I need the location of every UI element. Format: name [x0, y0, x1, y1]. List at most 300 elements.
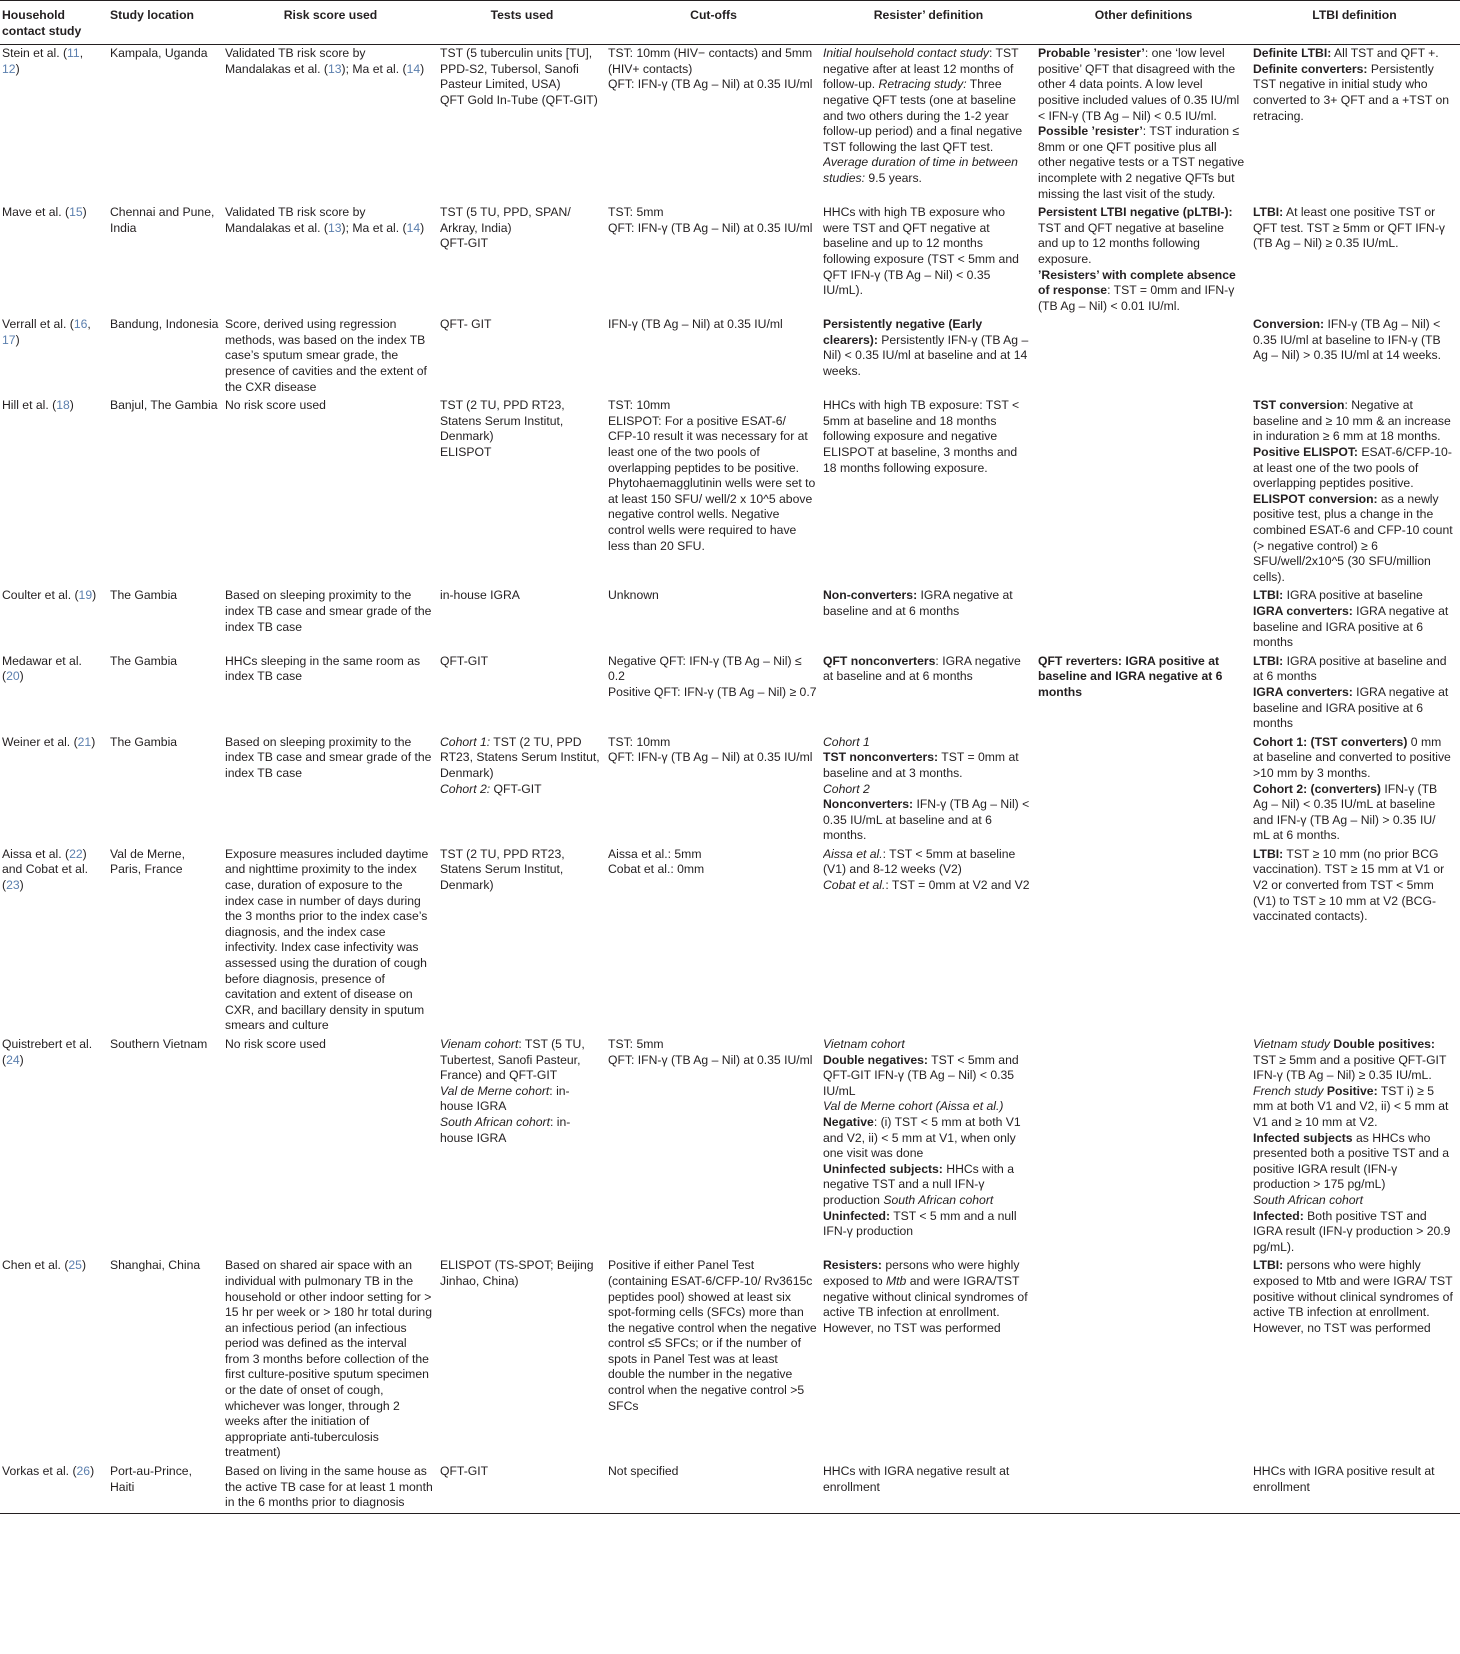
- cell-text: Port-au-Prince, Haiti: [110, 1464, 192, 1494]
- bold-term: IGRA converters:: [1253, 603, 1353, 618]
- cell-text: Shanghai, China: [110, 1258, 201, 1273]
- cell-text: TST ≥ 10 mm (no prior BCG vaccination). TST ≥ 15 mm at V1 or V2 or converted from TST < 5mm (V1) to TST ≥ 10 mm at V2 (BCG-vaccinated contacts).: [1253, 846, 1445, 924]
- cell-text: TST < 5mm and QFT-GIT IFN-γ (TB Ag – Nil) < 0.35 IU/mL: [823, 1052, 1019, 1098]
- cell-text: ELISPOT: [440, 445, 492, 460]
- cell-text: ): [92, 588, 97, 603]
- bold-term: Non-converters:: [823, 588, 918, 603]
- cell-resister-definition: [823, 316, 1038, 397]
- cell-study: [0, 587, 110, 652]
- cell-other-definitions: [1038, 653, 1253, 734]
- cell-text: in-house IGRA: [440, 588, 520, 603]
- cell-text: : IGRA negative at baseline and at 6 months: [823, 653, 1021, 684]
- cell-text: IFN-γ (TB Ag – Nil) < 0.35 IU/ml at baseline to IFN-γ (TB Ag – Nil) > 0.35 IU/ml at 14 weeks.: [1253, 317, 1441, 363]
- cell-ltbi-definition: [1253, 204, 1460, 316]
- table-row: [0, 1036, 1460, 1257]
- bold-term: Cohort 1: (TST converters): [1253, 734, 1408, 749]
- cell-text: TST: 10mm (HIV− contacts) and 5mm (HIV+ contacts): [608, 46, 813, 76]
- italic-term: South African cohort: [883, 1192, 994, 1207]
- cell-risk-score: [225, 1257, 440, 1463]
- cell-text: Val de Merne, Paris, France: [110, 846, 185, 877]
- cell-text: ): [69, 398, 74, 413]
- cell-text: 9.5 years.: [865, 170, 922, 185]
- italic-term: Aissa et al.: [823, 846, 883, 861]
- cell-resister-definition: [823, 587, 1038, 652]
- cell-ltbi-definition: [1253, 1257, 1460, 1463]
- bold-term: QFT nonconverters: [823, 653, 936, 668]
- cell-text: QFT-GIT: [490, 781, 542, 796]
- cell-resister-definition: [823, 653, 1038, 734]
- italic-term: Cohort 2:: [440, 781, 491, 796]
- cell-other-definitions: [1038, 397, 1253, 587]
- cell-resister-definition: [823, 204, 1038, 316]
- bold-term: LTBI:: [1253, 588, 1284, 603]
- bold-term: Persistent LTBI negative (pLTBI-):: [1038, 205, 1233, 220]
- cell-risk-score: [225, 316, 440, 397]
- cell-text: No risk score used: [225, 398, 326, 413]
- cell-resister-definition: [823, 1463, 1038, 1513]
- cell-text: The Gambia: [110, 653, 178, 668]
- cell-text: QFT- GIT: [440, 317, 492, 332]
- cell-text: : TST = 0mm and IFN-γ (TB Ag – Nil) < 0.01 IU/ml.: [1038, 283, 1235, 313]
- cell-ltbi-definition: [1253, 846, 1460, 1036]
- cell-ltbi-definition: [1253, 734, 1460, 846]
- table-row: [0, 587, 1460, 652]
- cell-text: Based on shared air space with an individual with pulmonary TB in the household or other indoor setting for > 15 hr per week or > 180 hr total during an infectious period (an infectious period was defined as the interval from 3 months before collection of the first culture-positive sputum specimen or the date of onset of cough, whichever was longer, through 2 weeks after the initiation of appropriate anti-tuberculosis treatment): [225, 1258, 432, 1460]
- citation-ref: 22: [69, 846, 83, 861]
- italic-term: Vietnam study: [1253, 1037, 1331, 1051]
- bold-term: Infected subjects: [1253, 1130, 1353, 1145]
- cell-text: Not specified: [608, 1464, 679, 1479]
- cell-text: ): [19, 878, 24, 893]
- header-other-definitions: Other definitions: [1038, 1, 1253, 45]
- cell-text: ); Ma et al. (: [341, 220, 407, 235]
- italic-term: Val de Merne cohort (Aissa et al.): [823, 1099, 1004, 1114]
- cell-text: ): [19, 1052, 24, 1067]
- cell-study: [0, 734, 110, 846]
- cell-text: Hill et al. (: [2, 398, 57, 413]
- bold-term: IGRA converters:: [1253, 684, 1353, 699]
- citation-ref: 16: [73, 317, 88, 332]
- bold-term: Possible ’resister’: [1038, 124, 1143, 139]
- cell-text: Weiner et al. (: [2, 734, 78, 749]
- cell-text: QFT-GIT: [440, 236, 489, 251]
- table-row: [0, 316, 1460, 397]
- table-row: [0, 1257, 1460, 1463]
- bold-term: Uninfected:: [823, 1208, 891, 1223]
- cell-study: [0, 846, 110, 1036]
- cell-text: Validated TB risk score by Mandalakas et al. (: [225, 46, 366, 76]
- cell-text: The Gambia: [110, 588, 178, 603]
- cell-text: HHCs with high TB exposure: TST < 5mm at baseline and 18 months following exposure and negative ELISPOT at baseline, 3 months and 18 months following exposure.: [823, 398, 1020, 475]
- cell-text: Chennai and Pune, India: [110, 205, 215, 235]
- italic-term: Average duration of time in between studies:: [823, 155, 1018, 185]
- cell-text: The Gambia: [110, 734, 178, 749]
- cell-risk-score: [225, 1463, 440, 1513]
- cell-text: Medawar et al. (: [2, 653, 82, 684]
- citation-ref: 25: [68, 1258, 82, 1273]
- cell-text: as HHCs who presented both a positive TST and a positive IGRA result (IFN-γ production > 175 pg/mL): [1253, 1130, 1450, 1192]
- cell-text: TST: 10mm: [608, 734, 671, 749]
- cell-text: TST (2 TU, PPD RT23, Statens Serum Institut, Denmark): [440, 398, 565, 444]
- cell-text: TST < 5 mm and a null IFN-γ production: [823, 1208, 1017, 1239]
- table-row: [0, 204, 1460, 316]
- cell-study: [0, 653, 110, 734]
- citation-ref: 14: [406, 61, 421, 76]
- cell-study-location: [110, 397, 225, 587]
- table-row: [0, 397, 1460, 587]
- cell-study: [0, 45, 110, 204]
- bold-term: Double positives:: [1333, 1037, 1435, 1051]
- cell-text: Southern Vietnam: [110, 1037, 208, 1051]
- header-ltbi-definition: LTBI definition: [1253, 1, 1460, 45]
- table-row: [0, 1463, 1460, 1513]
- bold-term: TST nonconverters:: [823, 750, 939, 765]
- cell-study-location: [110, 1463, 225, 1513]
- cell-text: IGRA positive at baseline: [1283, 588, 1423, 603]
- cell-risk-score: [225, 846, 440, 1036]
- cell-text: ): [82, 205, 87, 220]
- italic-term: Cohort 1:: [440, 734, 491, 749]
- cell-text: Based on sleeping proximity to the index TB case and smear grade of the index TB case: [225, 734, 432, 780]
- cell-other-definitions: [1038, 204, 1253, 316]
- cell-study-location: [110, 587, 225, 652]
- cell-tests-used: [440, 1036, 608, 1257]
- cell-text: TST and QFT negative at baseline and up to 12 months following exposure.: [1038, 220, 1224, 266]
- cell-text: : one ‘low level positive’ QFT that disagreed with the other 4 data points. A low level positive included values of 0.35 IU/ml < IFN-γ (TB Ag – Nil) < 0.5 IU/ml.: [1038, 46, 1240, 123]
- cell-text: : TST (5 TU, Tubertest, Sanofi Pasteur, France) and QFT-GIT: [440, 1037, 585, 1083]
- cell-study: [0, 316, 110, 397]
- cell-risk-score: [225, 653, 440, 734]
- table-body: [0, 45, 1460, 1514]
- cell-study: [0, 1257, 110, 1463]
- cell-other-definitions: [1038, 1257, 1253, 1463]
- cell-other-definitions: [1038, 316, 1253, 397]
- cell-text: and were IGRA/TST negative without clinical syndromes of active TB infection at enrollment. However, no TST was performed: [823, 1273, 1028, 1335]
- cell-ltbi-definition: [1253, 45, 1460, 204]
- cell-text: Based on sleeping proximity to the index TB case and smear grade of the index TB case: [225, 588, 432, 634]
- cell-text: Validated TB risk score by Mandalakas et al. (: [225, 205, 366, 235]
- cell-cut-offs: [608, 204, 823, 316]
- cell-other-definitions: [1038, 45, 1253, 204]
- cell-text: Mave et al. (: [2, 205, 70, 220]
- bold-term: Probable ’resister’: [1038, 46, 1145, 61]
- table-row: [0, 734, 1460, 846]
- cell-cut-offs: [608, 1463, 823, 1513]
- cell-text: : TST < 5mm at baseline (V1) and 8-12 weeks (V2): [823, 846, 1016, 877]
- cell-text: HHCs with high TB exposure who were TST and QFT negative at baseline and up to 12 months following exposure (TST < 5mm and QFT IFN-γ (TB Ag – Nil) < 0.35 IU/mL).: [823, 205, 1019, 298]
- cell-text: ,: [79, 46, 84, 61]
- cell-resister-definition: [823, 397, 1038, 587]
- cell-ltbi-definition: [1253, 1463, 1460, 1513]
- citation-ref: 19: [78, 588, 93, 603]
- cell-text: No risk score used: [225, 1037, 326, 1051]
- cell-text: HHCs with IGRA negative result at enrollment: [823, 1464, 1010, 1494]
- cell-text: QFT: IFN-γ (TB Ag – Nil) at 0.35 IU/ml: [608, 77, 813, 92]
- cell-text: : TST negative after at least 12 months of follow-up.: [823, 46, 1019, 92]
- cell-tests-used: [440, 397, 608, 587]
- bold-term: TST conversion: [1253, 398, 1345, 413]
- header-risk-score-used: Risk score used: [225, 1, 440, 45]
- cell-text: : TST = 0mm at V2 and V2: [885, 878, 1030, 893]
- cell-text: : Negative at baseline and ≥ 10 mm & an increase in induration ≥ 6 mm at 18 months.: [1253, 398, 1451, 444]
- cell-text: as a newly positive test, plus a change in the combined ESAT-6 and CFP-10 count (> negative control) ≥ 6 SFU/well/2x10^5 (30 SFU/million cells).: [1253, 491, 1453, 584]
- bold-term: Definite LTBI:: [1253, 46, 1332, 61]
- cell-study: [0, 397, 110, 587]
- cell-text: Bandung, Indonesia: [110, 317, 219, 332]
- italic-term: French study: [1253, 1083, 1324, 1098]
- cell-tests-used: [440, 1463, 608, 1513]
- bold-term: LTBI:: [1253, 1258, 1284, 1273]
- cell-text: Persistently TST negative in initial study who converted to 3+ QFT and a +TST on retracing.: [1253, 61, 1450, 123]
- cell-tests-used: [440, 587, 608, 652]
- bold-term: Double negatives:: [823, 1052, 928, 1067]
- table-row: [0, 653, 1460, 734]
- cell-study-location: [110, 45, 225, 204]
- italic-term: Vienam cohort: [440, 1037, 519, 1051]
- cell-text: Negative QFT: IFN-γ (TB Ag – Nil) ≤ 0.2: [608, 653, 802, 684]
- cell-text: QFT: IFN-γ (TB Ag – Nil) at 0.35 IU/ml: [608, 1052, 813, 1067]
- cell-text: HHCs sleeping in the same room as index TB case: [225, 653, 421, 684]
- cell-text: ): [81, 1258, 87, 1273]
- citation-ref: 13: [327, 61, 342, 76]
- cell-text: : in-house IGRA: [440, 1083, 570, 1114]
- cell-cut-offs: [608, 1257, 823, 1463]
- cell-text: HHCs with a negative TST and a null IFN-γ production: [823, 1161, 1014, 1207]
- cell-text: TST ≥ 5mm and a positive QFT-GIT IFN-γ (TB Ag – Nil) ≥ 0.35 IU/mL.: [1253, 1052, 1447, 1083]
- cell-text: IFN-γ (TB Ag – Nil) < 0.35 IU/mL at baseline and IFN-γ (TB Ag – Nil) > 0.35 IU/ mL at 6 months.: [1253, 781, 1438, 843]
- cell-resister-definition: [823, 1257, 1038, 1463]
- cell-resister-definition: [823, 45, 1038, 204]
- cell-resister-definition: [823, 1036, 1038, 1257]
- bold-term: Persistently negative (Early clearers):: [823, 317, 983, 347]
- cell-cut-offs: [608, 587, 823, 652]
- cell-cut-offs: [608, 653, 823, 734]
- cell-text: TST: 5mm: [608, 1037, 664, 1051]
- cell-text: ): [420, 61, 425, 76]
- bold-term: Infected:: [1253, 1208, 1304, 1223]
- cell-text: ): [91, 734, 96, 749]
- cell-text: ): [15, 61, 20, 76]
- cell-text: Quistrebert et al. (: [2, 1037, 93, 1067]
- cell-text: Cobat et al.: 0mm: [608, 862, 705, 877]
- cell-text: ESAT-6/CFP-10- at least one of the two pools of overlapping peptides positive.: [1253, 445, 1452, 491]
- cell-risk-score: [225, 397, 440, 587]
- cell-text: ); Ma et al. (: [341, 61, 407, 76]
- citation-ref: 18: [56, 398, 70, 413]
- cell-text: ): [15, 332, 20, 347]
- cell-ltbi-definition: [1253, 316, 1460, 397]
- table-row: [0, 45, 1460, 204]
- italic-term: Cohort 2: [823, 781, 870, 796]
- cell-text: : in-house IGRA: [440, 1114, 571, 1145]
- cell-study-location: [110, 846, 225, 1036]
- citation-ref: 26: [76, 1464, 91, 1479]
- bold-term: Conversion:: [1253, 317, 1325, 332]
- bold-term: Nonconverters:: [823, 797, 914, 812]
- cell-tests-used: [440, 734, 608, 846]
- cell-text: IGRA positive at baseline and at 6 months: [1253, 653, 1447, 684]
- cell-tests-used: [440, 653, 608, 734]
- italic-term: Cobat et al.: [823, 878, 886, 893]
- cell-text: Persistently IFN-γ (TB Ag – Nil) < 0.35 IU/ml at baseline and at 14 weeks.: [823, 332, 1029, 379]
- cell-study-location: [110, 1036, 225, 1257]
- bold-term: LTBI:: [1253, 205, 1284, 220]
- citation-ref: 11: [67, 46, 80, 61]
- cell-ltbi-definition: [1253, 1036, 1460, 1257]
- bold-term: Positive:: [1326, 1083, 1378, 1098]
- bold-term: ELISPOT conversion:: [1253, 491, 1378, 506]
- cell-text: IGRA negative at baseline and IGRA positive at 6 months: [1253, 603, 1449, 650]
- cell-text: Exposure measures included daytime and nighttime proximity to the index case, duration of exposure to the index case in number of days during the 3 months prior to the index case’s diagnosis, and the index case infectivity. Index case infectivity was assessed using the duration of cough before diagnosis, presence of cavitation and extent of disease on CXR, and bacillary density in sputum smears and culture: [225, 846, 429, 1033]
- cell-text: Vorkas et al. (: [2, 1464, 77, 1479]
- header-study-location: Study location: [110, 1, 225, 45]
- header-tests-used: Tests used: [440, 1, 608, 45]
- cell-other-definitions: [1038, 846, 1253, 1036]
- cell-text: Unknown: [608, 588, 659, 603]
- cell-text: ) and Cobat et al. (: [2, 846, 89, 893]
- cell-text: Based on living in the same house as the active TB case for at least 1 month in the 6 months prior to diagnosis: [225, 1464, 433, 1510]
- citation-ref: 15: [69, 205, 83, 220]
- cell-ltbi-definition: [1253, 587, 1460, 652]
- italic-term: Initial houlsehold contact study: [823, 46, 989, 61]
- cell-text: Positive if either Panel Test (containing ESAT-6/CFP-10/ Rv3615c peptides pool) showed at least six spot-forming cells (SFCs) more than the negative control when the negative control ≤5 SFCs; or if the number of spots in Panel Test was at least double the number in the negative control when the negative control >5 SFCs: [608, 1258, 817, 1413]
- cell-resister-definition: [823, 846, 1038, 1036]
- cell-other-definitions: [1038, 587, 1253, 652]
- citation-ref: 17: [2, 332, 16, 347]
- cell-text: Coulter et al. (: [2, 588, 79, 603]
- cell-text: TST (5 TU, PPD, SPAN/ Arkray, India): [440, 205, 571, 235]
- cell-text: ELISPOT (TS-SPOT; Beijing Jinhao, China): [440, 1258, 594, 1288]
- cell-text: IGRA negative at baseline and IGRA positive at 6 months: [1253, 684, 1449, 731]
- cell-study: [0, 1036, 110, 1257]
- cell-text: IGRA negative at baseline and at 6 months: [823, 588, 1013, 618]
- italic-term: South African cohort: [440, 1114, 550, 1129]
- cell-resister-definition: [823, 734, 1038, 846]
- cell-text: ELISPOT: For a positive ESAT-6/ CFP-10 result it was necessary for at least one of the two pools of overlapping peptides to be positive. Phytohaemagglutinin wells were set to at least 150 SFU/ well/2 x 10^5 above negative control wells. Negative control wells were required to have less than 20 SFU.: [608, 413, 816, 553]
- italic-term: Mtb: [886, 1273, 907, 1288]
- cell-text: IFN-γ (TB Ag – Nil) < 0.35 IU/mL at baseline and at 6 months.: [823, 797, 1030, 843]
- table-row: [0, 846, 1460, 1036]
- italic-term: Cohort 1: [823, 734, 870, 749]
- citation-ref: 14: [406, 220, 421, 235]
- cell-text: ): [90, 1464, 95, 1479]
- cell-text: Three negative QFT tests (one at baseline and two others during the 1-2 year follow-up period) and a final negative TST following the last QFT test.: [823, 77, 1023, 154]
- cell-tests-used: [440, 1257, 608, 1463]
- cell-study-location: [110, 653, 225, 734]
- cell-text: IFN-γ (TB Ag – Nil) at 0.35 IU/ml: [608, 317, 783, 332]
- cell-text: : (i) TST < 5 mm at both V1 and V2, ii) < 5 mm at V1, when only one visit was done: [823, 1114, 1021, 1161]
- bold-term: ’Resisters’ with complete absence of response: [1038, 267, 1236, 298]
- cell-text: QFT Gold In-Tube (QFT-GIT): [440, 92, 598, 107]
- cell-text: ): [420, 220, 425, 235]
- cell-text: TST: 10mm: [608, 398, 671, 413]
- cell-risk-score: [225, 45, 440, 204]
- italic-term: Vietnam cohort: [823, 1037, 905, 1051]
- header-row: [0, 1, 1460, 45]
- cell-text: TST (5 tuberculin units [TU], PPD-S2, Tubersol, Sanofi Pasteur Limited, USA): [440, 46, 593, 92]
- cell-text: At least one positive TST or QFT test. TST ≥ 5mm or QFT IFN-γ (TB Ag – Nil) ≥ 0.35 IU/mL.: [1253, 205, 1445, 251]
- cell-text: : TST induration ≤ 8mm or one QFT positive plus all other negative tests or a TST negative incomplete with 2 negative QFTs but missing the last visit of the study.: [1038, 124, 1245, 201]
- bold-term: Positive ELISPOT:: [1253, 445, 1358, 460]
- cell-text: ): [19, 669, 24, 684]
- cell-text: Kampala, Uganda: [110, 46, 208, 61]
- cell-ltbi-definition: [1253, 653, 1460, 734]
- cell-text: Positive QFT: IFN-γ (TB Ag – Nil) ≥ 0.7: [608, 684, 817, 699]
- cell-text: All TST and QFT +.: [1331, 46, 1439, 61]
- cell-tests-used: [440, 45, 608, 204]
- cell-text: persons who were highly exposed to Mtb and were IGRA/ TST positive without clinical syndromes of active TB infection at enrollment. However, no TST was performed: [1253, 1258, 1453, 1335]
- bold-term: Uninfected subjects:: [823, 1161, 943, 1176]
- cell-text: QFT-GIT: [440, 653, 489, 668]
- cell-cut-offs: [608, 1036, 823, 1257]
- italic-term: Retracing study:: [878, 77, 967, 92]
- cell-text: QFT-GIT: [440, 1464, 489, 1479]
- cell-text: 0 mm at baseline and converted to positive >10 mm by 3 months.: [1253, 734, 1451, 780]
- cell-other-definitions: [1038, 1463, 1253, 1513]
- citation-ref: 12: [2, 61, 16, 76]
- cell-risk-score: [225, 1036, 440, 1257]
- header-cut-offs: Cut-offs: [608, 1, 823, 45]
- cell-text: Aissa et al. (: [2, 846, 70, 861]
- cell-text: Stein et al. (: [2, 46, 68, 61]
- bold-term: Definite converters:: [1253, 61, 1368, 76]
- cell-cut-offs: [608, 316, 823, 397]
- citation-ref: 23: [6, 878, 20, 893]
- header-resister-definition: Resister’ definition: [823, 1, 1038, 45]
- cell-study-location: [110, 204, 225, 316]
- cell-other-definitions: [1038, 1036, 1253, 1257]
- cell-text: QFT: IFN-γ (TB Ag – Nil) at 0.35 IU/ml: [608, 750, 813, 765]
- bold-term: LTBI:: [1253, 653, 1284, 668]
- cell-text: TST i) ≥ 5 mm at both V1 and V2, ii) < 5 mm at V1 and ≥ 10 mm at V2.: [1253, 1083, 1449, 1129]
- cell-text: Score, derived using regression methods, was based on the index TB case’s sputum smear grade, the presence of cavities and the extent of the CXR disease: [225, 317, 427, 394]
- bold-term: Cohort 2: (converters): [1253, 781, 1381, 796]
- cell-tests-used: [440, 846, 608, 1036]
- cell-study-location: [110, 316, 225, 397]
- cell-risk-score: [225, 734, 440, 846]
- cell-text: QFT: IFN-γ (TB Ag – Nil) at 0.35 IU/ml: [608, 220, 813, 235]
- bold-term: Resisters:: [823, 1258, 882, 1273]
- cell-text: TST (2 TU, PPD RT23, Statens Serum Institut, Denmark): [440, 734, 600, 780]
- italic-term: South African cohort: [1253, 1192, 1363, 1207]
- citation-ref: 21: [77, 734, 92, 749]
- bold-term: Negative: [823, 1114, 874, 1129]
- cell-text: HHCs with IGRA positive result at enrollment: [1253, 1464, 1435, 1494]
- cell-text: ,: [87, 317, 91, 332]
- cell-risk-score: [225, 204, 440, 316]
- cell-cut-offs: [608, 397, 823, 587]
- cell-text: TST (2 TU, PPD RT23, Statens Serum Institut, Denmark): [440, 846, 565, 893]
- cell-cut-offs: [608, 734, 823, 846]
- cell-text: TST: 5mm: [608, 205, 664, 220]
- cell-text: Both positive TST and IGRA result (IFN-γ production > 20.9 pg/mL).: [1253, 1208, 1451, 1254]
- cell-text: Chen et al. (: [2, 1258, 69, 1273]
- cell-cut-offs: [608, 846, 823, 1036]
- cell-risk-score: [225, 587, 440, 652]
- cell-text: persons who were highly exposed to: [823, 1258, 1020, 1288]
- cell-tests-used: [440, 204, 608, 316]
- cell-study-location: [110, 734, 225, 846]
- header-household-contact-study: Household contact study: [0, 1, 110, 45]
- cell-ltbi-definition: [1253, 397, 1460, 587]
- cell-study: [0, 1463, 110, 1513]
- cell-text: Aissa et al.: 5mm: [608, 846, 702, 861]
- cell-text: Verrall et al. (: [2, 317, 74, 332]
- italic-term: Val de Merne cohort: [440, 1083, 550, 1098]
- citation-ref: 20: [6, 669, 20, 684]
- cell-study: [0, 204, 110, 316]
- cell-study-location: [110, 1257, 225, 1463]
